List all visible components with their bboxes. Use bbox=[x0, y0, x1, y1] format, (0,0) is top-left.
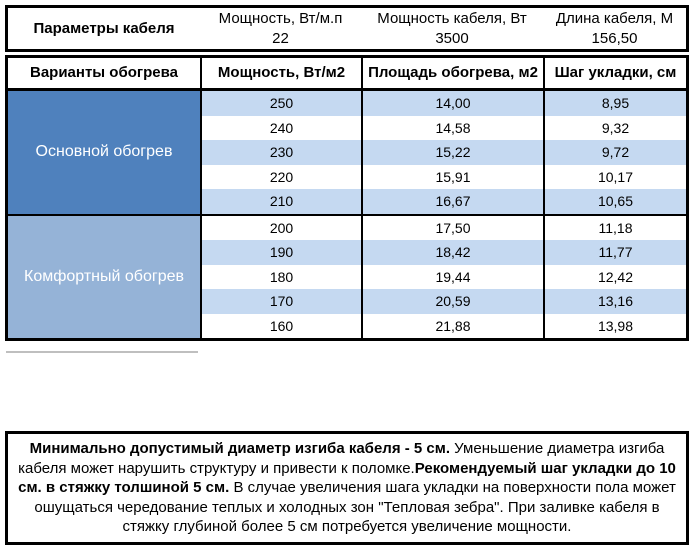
heating-table-header bbox=[8, 58, 686, 91]
cell-power: 210 bbox=[269, 193, 294, 209]
divider-line bbox=[6, 351, 198, 353]
header-area: Площадь обогрева, м2 bbox=[361, 58, 543, 88]
note-segment: Рекомендуемый шаг укладки до 10 см. в стяжку толшиной 5 см. bbox=[18, 459, 676, 496]
cell-power: 250 bbox=[269, 95, 294, 111]
table-row bbox=[202, 216, 686, 241]
note-segment: В случае увеличения шага укладки на поверхности пола может ошущаться чередование теплых и холодных зон "Тепловая зебра". При заливке кабеля в стяжку глубиной более 5 см потребуется увеличение мощности. bbox=[34, 479, 676, 535]
param-label-cable-length: Длина кабеля, М bbox=[555, 9, 674, 27]
cell-step: 11,77 bbox=[543, 240, 686, 265]
cell-power: 180 bbox=[269, 268, 294, 285]
table-row bbox=[202, 140, 686, 165]
cell-area: 14,00 bbox=[361, 91, 543, 116]
cell-power: 170 bbox=[269, 293, 294, 309]
cell-area: 17,50 bbox=[361, 216, 543, 241]
cable-params-table bbox=[5, 5, 689, 52]
header-power: Мощность, Вт/м2 bbox=[200, 58, 361, 88]
cell-power: 220 bbox=[269, 168, 294, 185]
table-row bbox=[202, 165, 686, 190]
param-label-cable-power: Мощность кабеля, Вт bbox=[377, 9, 527, 27]
cell-step: 13,16 bbox=[543, 289, 686, 314]
param-value-cable-length: 156,50 bbox=[591, 30, 638, 48]
table-row bbox=[202, 116, 686, 141]
table-row bbox=[202, 91, 686, 116]
section-rows bbox=[202, 216, 686, 339]
table-row bbox=[202, 289, 686, 314]
cell-power: 190 bbox=[269, 244, 294, 260]
heating-section bbox=[8, 214, 686, 339]
cell-area: 18,42 bbox=[361, 240, 543, 265]
param-value-cable-power: 3500 bbox=[435, 30, 469, 48]
cell-area: 19,44 bbox=[361, 265, 543, 290]
cell-power: 200 bbox=[269, 219, 294, 236]
cell-step: 12,42 bbox=[543, 265, 686, 290]
cell-area: 16,67 bbox=[361, 189, 543, 214]
table-row bbox=[202, 189, 686, 214]
cell-power: 230 bbox=[269, 144, 294, 160]
cell-area: 20,59 bbox=[361, 289, 543, 314]
cell-step: 11,18 bbox=[543, 216, 686, 241]
note-segment: Уменьшение диаметра изгиба кабеля может нарушить структуру и привести к поломке. bbox=[18, 440, 665, 477]
note-text bbox=[18, 439, 676, 537]
cell-area: 21,88 bbox=[361, 314, 543, 339]
section-rows bbox=[202, 91, 686, 214]
heating-table-body bbox=[8, 91, 686, 338]
section-label: Комфортный обогрев bbox=[8, 216, 202, 339]
table-row bbox=[202, 314, 686, 339]
section-label: Основной обогрев bbox=[8, 91, 202, 214]
header-step: Шаг укладки, см bbox=[543, 58, 686, 88]
cell-power: 240 bbox=[269, 119, 294, 136]
cell-area: 15,22 bbox=[361, 140, 543, 165]
table-row bbox=[202, 265, 686, 290]
cell-area: 14,58 bbox=[361, 116, 543, 141]
cell-step: 10,65 bbox=[543, 189, 686, 214]
header-variants: Варианты обогрева bbox=[30, 64, 178, 81]
cell-step: 13,98 bbox=[543, 314, 686, 339]
cell-step: 9,72 bbox=[543, 140, 686, 165]
table-row bbox=[202, 240, 686, 265]
cell-power: 160 bbox=[269, 317, 294, 334]
param-value-power-per-meter: 22 bbox=[272, 30, 289, 48]
heating-section bbox=[8, 91, 686, 214]
cell-step: 10,17 bbox=[543, 165, 686, 190]
cell-step: 8,95 bbox=[543, 91, 686, 116]
note-segment: Минимально допустимый диаметр изгиба кабеля - 5 см. bbox=[29, 440, 451, 457]
note-box bbox=[5, 431, 689, 545]
heating-options-table bbox=[5, 55, 689, 341]
cell-area: 15,91 bbox=[361, 165, 543, 190]
cell-step: 9,32 bbox=[543, 116, 686, 141]
cable-params-title: Параметры кабеля bbox=[33, 20, 175, 37]
param-label-power-per-meter: Мощность, Вт/м.п bbox=[218, 9, 343, 27]
